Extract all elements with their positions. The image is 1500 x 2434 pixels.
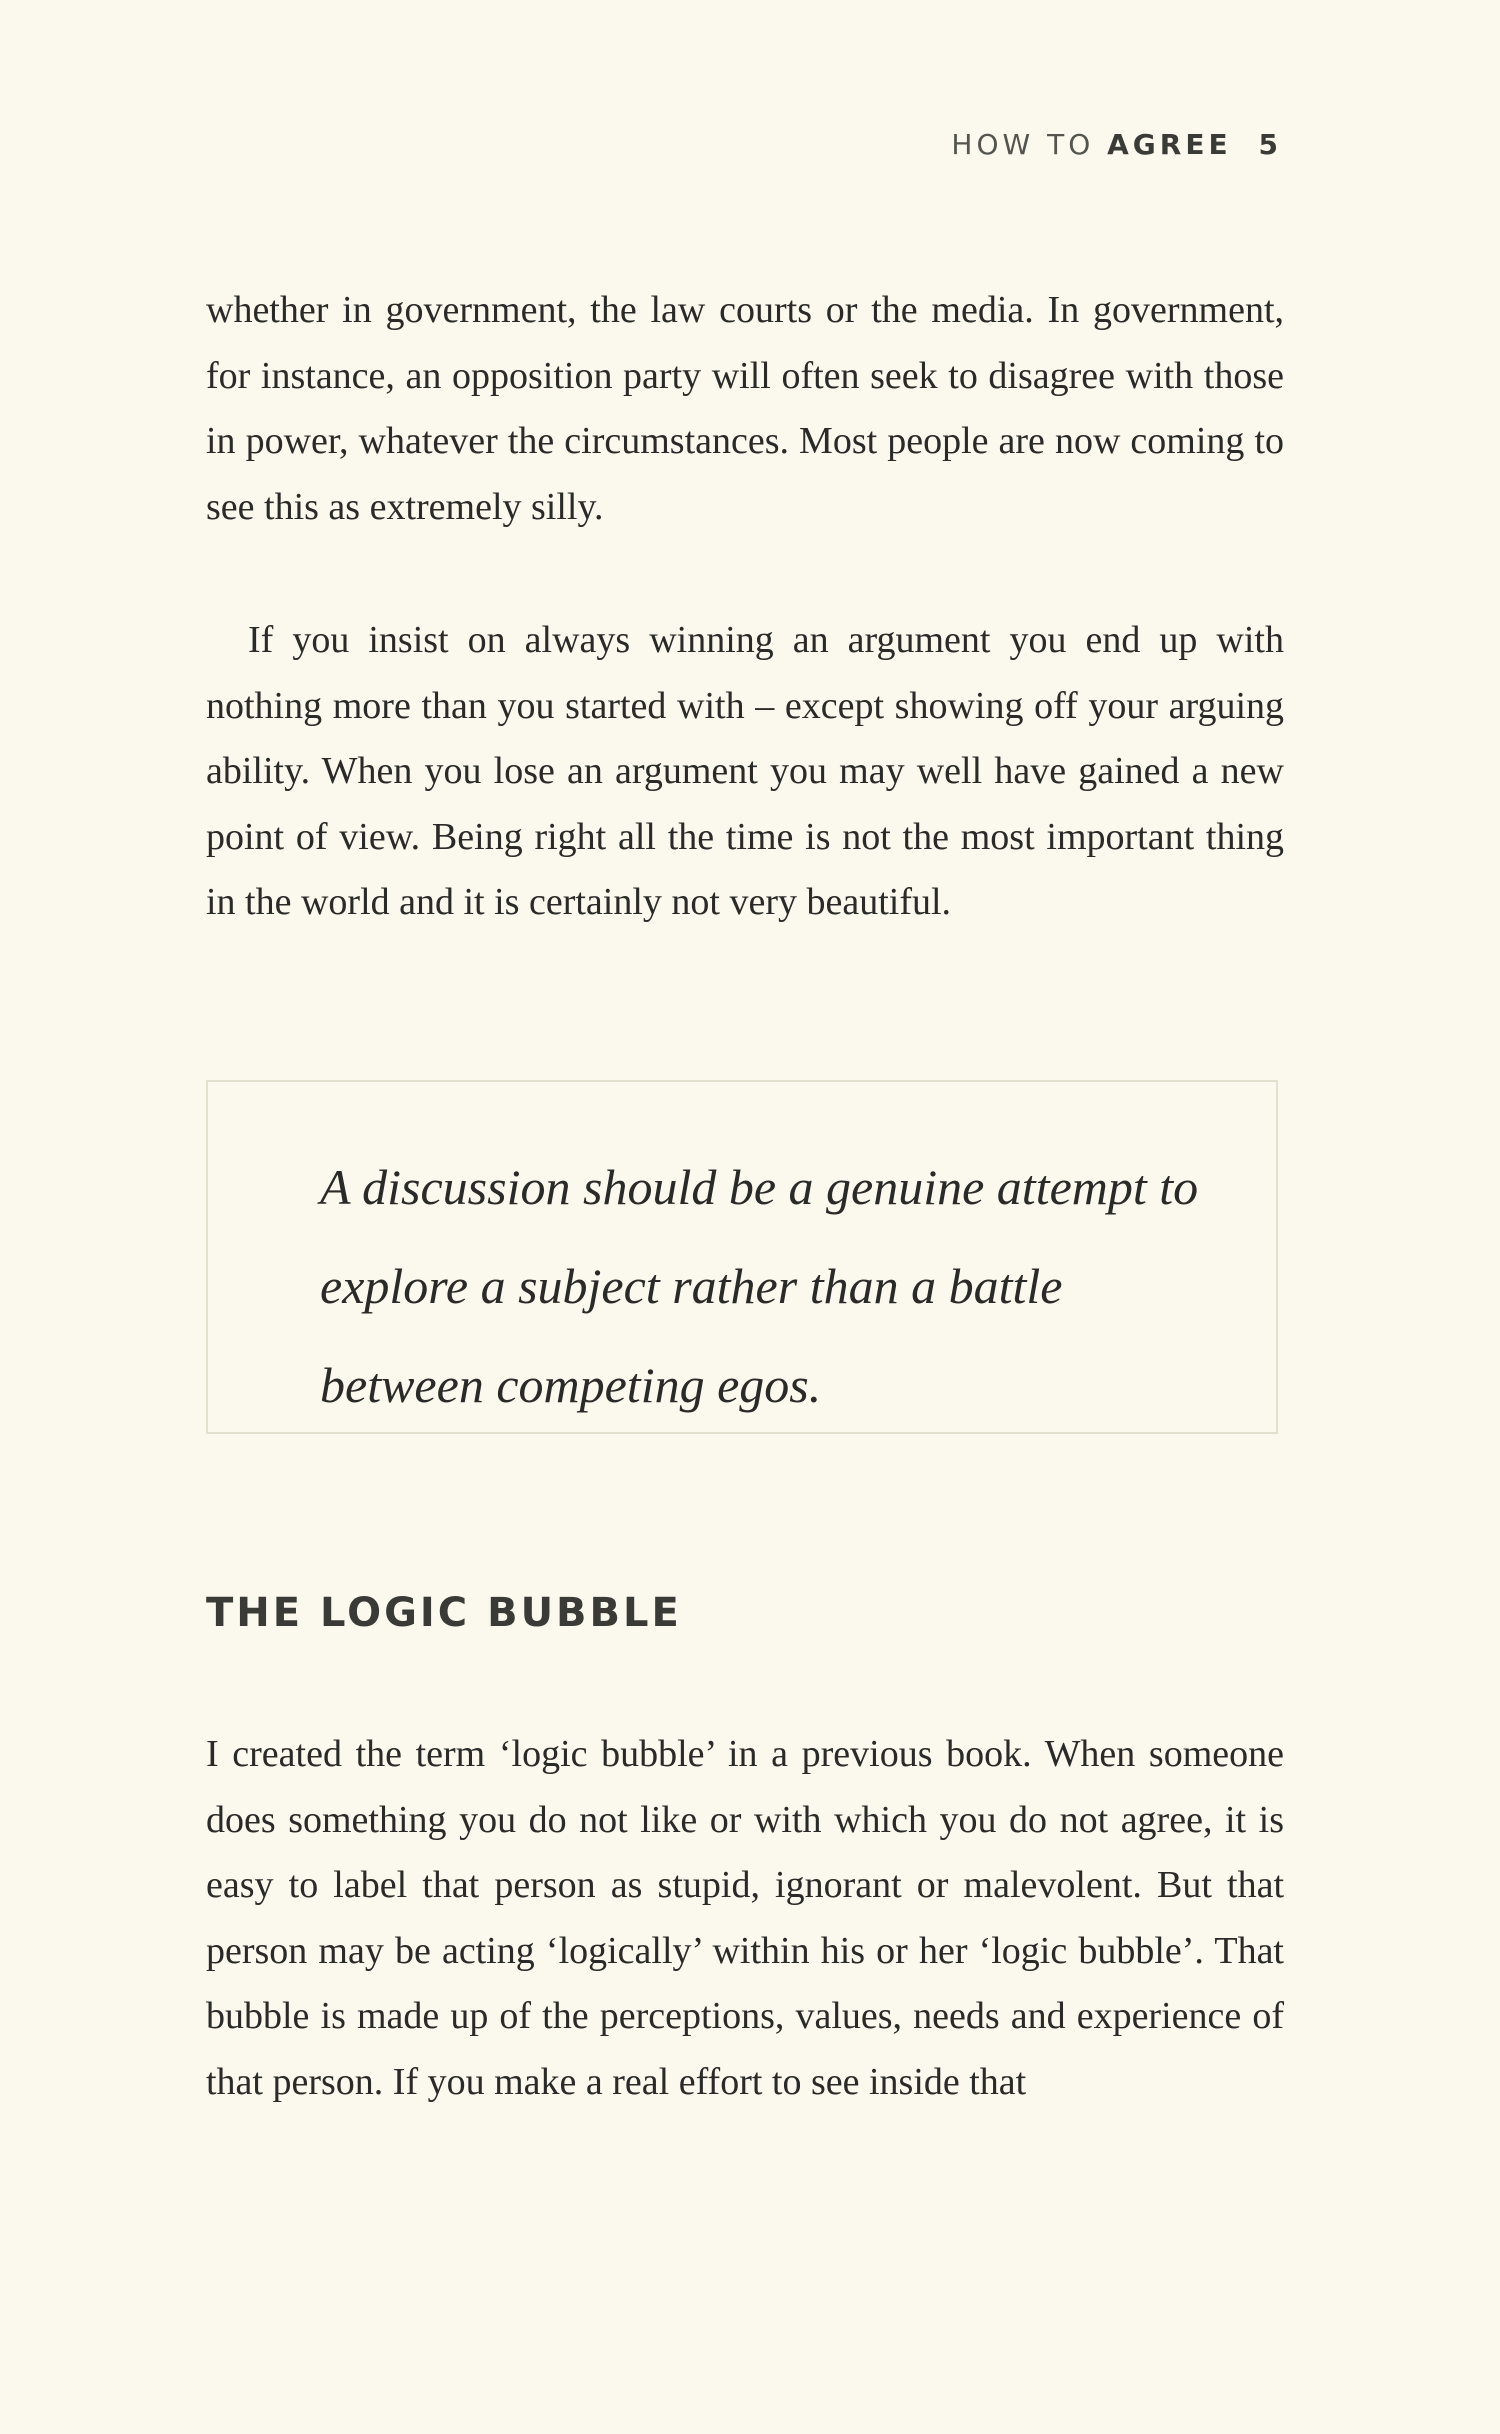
- section-heading: THE LOGIC BUBBLE: [206, 1590, 682, 1636]
- page-number: 5: [1258, 128, 1282, 161]
- paragraph-2: If you insist on always winning an argument you end up with nothing more than you started with – except showing off your arguing ability. When you lose an argument you may well have gained a new point of view. Being right all the time is not the most important thing in the world and it is certainly not very beautiful.: [206, 619, 1284, 923]
- running-head: [951, 128, 1282, 161]
- running-head-title: AGREE: [1107, 128, 1232, 161]
- paragraph-1: whether in government, the law courts or the media. In government, for instance, an opposition party will often seek to disagree with those in power, whatever the circumstances. Most people are now coming to see this as extremely silly.: [206, 289, 1284, 528]
- pull-quote: A discussion should be a genuine attempt to explore a subject rather than a battle between competing egos.: [320, 1159, 1199, 1413]
- running-head-prefix: HOW TO: [951, 128, 1095, 161]
- paragraph-3: I created the term ‘logic bubble’ in a previous book. When someone does something you do not like or with which you do not agree, it is easy to label that person as stupid, ignorant or malevolent. But that person may be acting ‘logically’ within his or her ‘logic bubble’. That bubble is made up of the perceptions, values, needs and experience of that person. If you make a real effort to see inside that: [206, 1733, 1284, 2103]
